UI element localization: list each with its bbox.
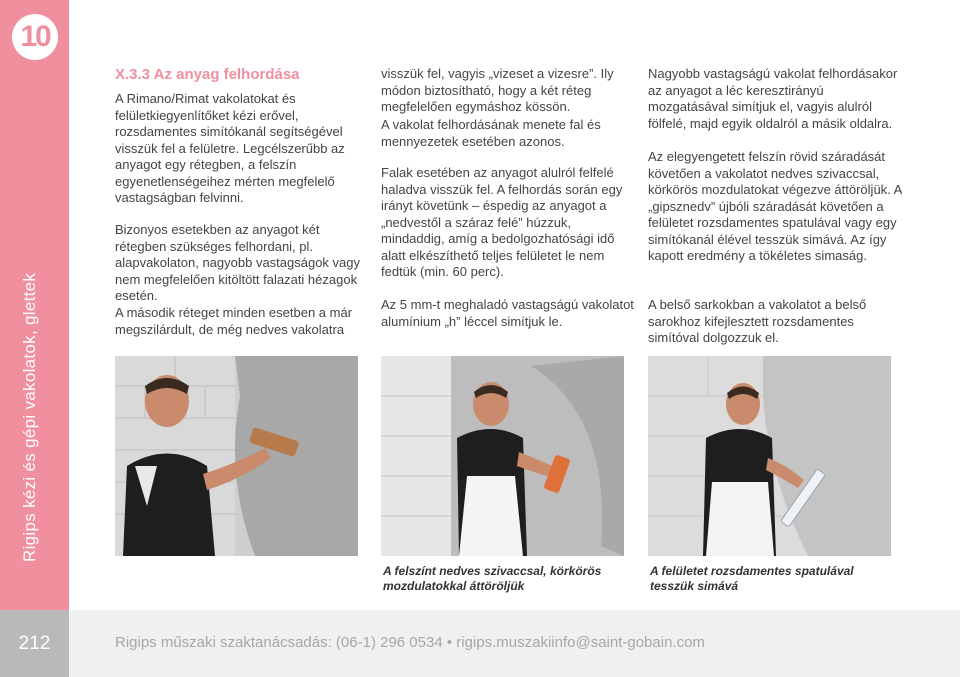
- caption-photo-spatula: A felületet rozsdamentes spatulával tesszük simává: [650, 564, 854, 593]
- chapter-vertical-title: Rigips kézi és gépi vakolatok, glettek: [20, 272, 39, 562]
- column1-paragraph-2: Bizonyos esetekben az anyagot két rétegben szükséges felhordani, pl. alapvakolaton, nagyobb vastagságok vagy nem megfelelően kitöltött falazati hézagok esetén.: [115, 222, 361, 303]
- footer-contact-line: Rigips műszaki szaktanácsadás: (06-1) 296 0534 • rigips.muszakiinfo@saint-gobain.com: [115, 634, 705, 651]
- column2-paragraph-1: visszük fel, vagyis „vizeset a vizesre”. Ily módon biztosítható, hogy a két réteg megfelelően egymáshoz kössön.: [381, 66, 614, 114]
- column1-paragraph-1: A Rimano/Rimat vakolatokat és felületkiegyenlítőket kézi erővel, rozsdamentes simítókanál segítségével visszük fel a felületre. Legcélszerűbb az anyagot egy rétegben, a felszín egyenetlenségeihez mérten megfelelő vastagságban felvinni.: [115, 91, 345, 205]
- column3-paragraph-2: Az elegyengetett felszín rövid száradását követően a vakolatot nedves szivaccsal, körkörös mozdulatokat végezve áttöröljük. A „gipsznedv” újbóli száradását követően a felületet rozsdamentes spatulával vagy egy simítókanál élével tesszük simává. Az így kapott eredmény a tökéletes simaság.: [648, 149, 902, 263]
- column2-paragraph-3: Falak esetében az anyagot alulról felfelé haladva visszük fel. A felhordás során egy irányt követünk – éspedig az anyagot a „nedvestől a száraz felé” húzzuk, mindaddig, amíg a bedolgozhatósági idő alatt elkészíthető teljes felületet le nem fedtük (min. 60 perc).: [381, 165, 623, 279]
- page-number: 212: [18, 632, 51, 654]
- photo-wiping-with-sponge: [381, 356, 624, 556]
- caption-photo-sponge: A felszínt nedves szivaccsal, körkörös mozdulatokkal áttöröljük: [383, 564, 602, 593]
- section-heading: X.3.3 Az anyag felhordása: [115, 66, 300, 83]
- column2-paragraph-2: A vakolat felhordásának menete fal és mennyezetek esetében azonos.: [381, 117, 601, 149]
- column3-paragraph-1: Nagyobb vastagságú vakolat felhordásakor az anyagot a léc keresztirányú mozgatásával simítjuk el, vagyis alulról fölfelé, majd egyik oldalról a másik oldalra.: [648, 66, 898, 131]
- page-number-box: [0, 610, 69, 677]
- column3-paragraph-3: A belső sarkokban a vakolatot a belső sarokhoz kifejlesztett rozsdamentes simítóval dolgozzuk el.: [648, 297, 867, 345]
- chapter-number: 10: [20, 20, 50, 53]
- photo-plastering-with-trowel: [115, 356, 358, 556]
- column2-paragraph-4: Az 5 mm-t meghaladó vastagságú vakolatot alumínium „h” léccel simítjuk le.: [381, 297, 634, 329]
- photo-smoothing-with-spatula: [648, 356, 891, 556]
- chapter-sidebar: [0, 0, 69, 610]
- column1-paragraph-3: A második réteget minden esetben a már megszilárdult, de még nedves vakolatra: [115, 305, 353, 337]
- chapter-badge: [12, 14, 58, 60]
